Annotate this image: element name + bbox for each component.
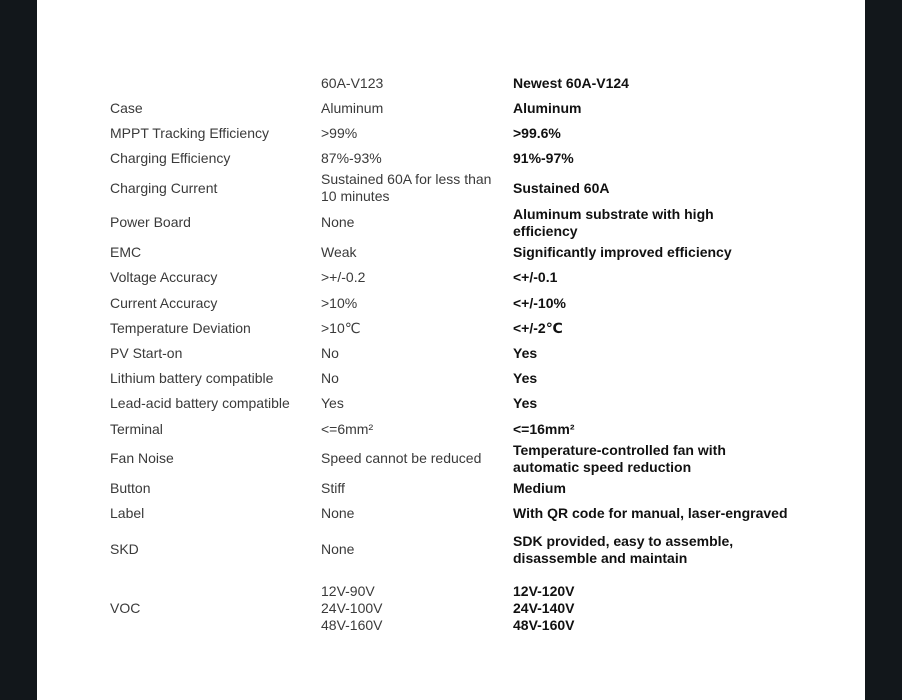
row-label: Power Board — [110, 214, 191, 230]
new-value: Temperature-controlled fan with automatic speed reduction — [513, 442, 726, 475]
row-label: Voltage Accuracy — [110, 269, 218, 285]
row-label: Charging Current — [110, 180, 218, 196]
row-label: Case — [110, 100, 143, 116]
new-value: With QR code for manual, laser-engraved — [513, 505, 788, 521]
old-value: >+/-0.2 — [321, 269, 366, 285]
new-value: Sustained 60A — [513, 180, 610, 196]
row-label: Current Accuracy — [110, 295, 218, 311]
row-label: MPPT Tracking Efficiency — [110, 125, 269, 141]
row-label: Button — [110, 480, 151, 496]
old-value: Weak — [321, 244, 357, 260]
row-label: Temperature Deviation — [110, 320, 251, 336]
row-label: VOC — [110, 600, 141, 616]
old-value: 87%-93% — [321, 150, 382, 166]
header-new-model: Newest 60A-V124 — [513, 75, 629, 91]
old-value: Yes — [321, 395, 344, 411]
new-value: Yes — [513, 395, 538, 411]
old-value: Stiff — [321, 480, 345, 496]
row-label: Charging Efficiency — [110, 150, 231, 166]
old-value: Sustained 60A for less than 10 minutes — [321, 171, 492, 204]
new-value: <+/-0.1 — [513, 269, 558, 285]
new-value: Yes — [513, 345, 538, 361]
old-value: None — [321, 214, 355, 230]
new-value: Yes — [513, 370, 538, 386]
new-value: <+/-10% — [513, 295, 566, 311]
old-value: Aluminum — [321, 100, 384, 116]
old-value: None — [321, 505, 355, 521]
old-value: None — [321, 541, 355, 557]
old-value: 12V-90V 24V-100V 48V-160V — [321, 583, 383, 633]
new-value: 12V-120V 24V-140V 48V-160V — [513, 583, 575, 633]
old-value: Speed cannot be reduced — [321, 450, 482, 466]
new-value: Significantly improved efficiency — [513, 244, 732, 260]
new-value: >99.6% — [513, 125, 561, 141]
new-value: Aluminum — [513, 100, 582, 116]
new-value: Medium — [513, 480, 566, 496]
header-old-model: 60A-V123 — [321, 75, 384, 91]
row-label: Lead-acid battery compatible — [110, 395, 290, 411]
old-value: >10℃ — [321, 320, 361, 336]
new-value: 91%-97% — [513, 150, 574, 166]
old-value: No — [321, 370, 339, 386]
row-label: EMC — [110, 244, 142, 260]
new-value: <+/-2℃ — [513, 320, 563, 336]
new-value: <=16mm² — [513, 421, 575, 437]
document-page — [37, 0, 865, 700]
old-value: >99% — [321, 125, 358, 141]
row-label: Terminal — [110, 421, 163, 437]
old-value: No — [321, 345, 339, 361]
row-label: Label — [110, 505, 145, 521]
comparison-table — [37, 0, 792, 700]
row-label: PV Start-on — [110, 345, 183, 361]
row-label: Lithium battery compatible — [110, 370, 274, 386]
new-value: Aluminum substrate with high efficiency — [513, 206, 714, 239]
old-value: >10% — [321, 295, 358, 311]
new-value: SDK provided, easy to assemble, disassemble and maintain — [513, 533, 734, 566]
row-label: Fan Noise — [110, 450, 174, 466]
old-value: <=6mm² — [321, 421, 374, 437]
row-label: SKD — [110, 541, 139, 557]
